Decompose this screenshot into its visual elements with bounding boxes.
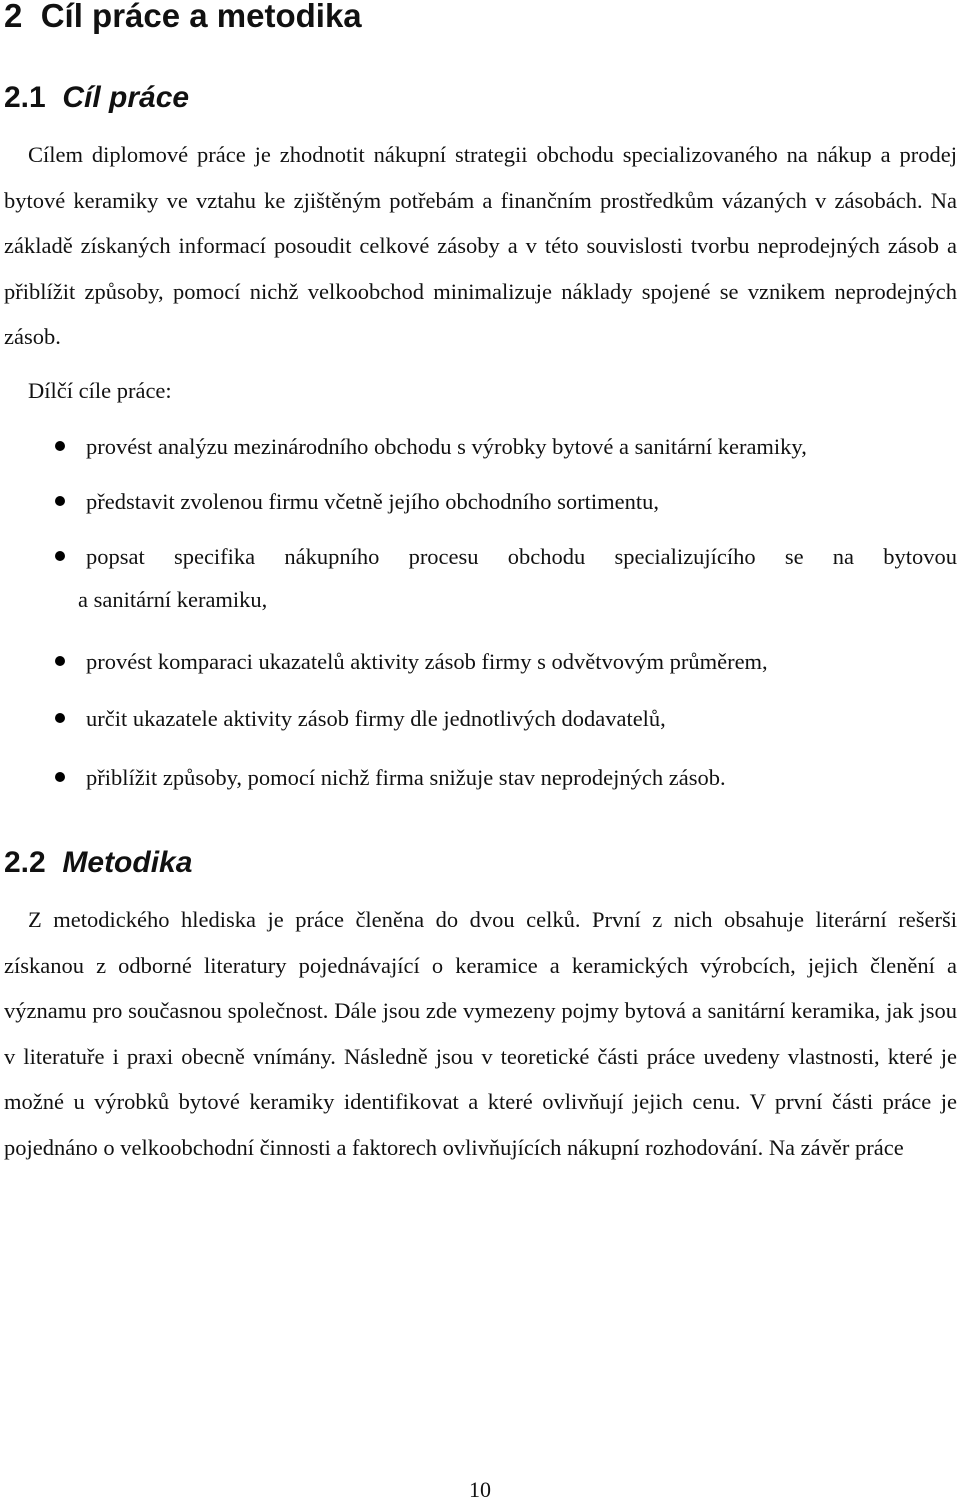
list-item-text: přiblížit způsoby, pomocí nichž firma snižuje stav neprodejných zásob.	[86, 765, 726, 790]
chapter-title: Cíl práce a metodika	[40, 0, 362, 34]
method-paragraph	[4, 897, 957, 1170]
bullet-dot-icon	[55, 713, 65, 723]
section-number: 2.2	[4, 846, 46, 879]
list-item	[86, 425, 957, 468]
chapter-number: 2	[4, 0, 23, 34]
section-title: Metodika	[62, 846, 193, 879]
list-item-text: představit zvolenou firmu včetně jejího obchodního sortimentu,	[86, 489, 659, 514]
section-heading-goal	[4, 78, 189, 118]
page-number: 10	[469, 1477, 491, 1502]
section-number: 2.1	[4, 81, 46, 114]
list-item-text: určit ukazatele aktivity zásob firmy dle jednotlivých dodavatelů,	[86, 706, 666, 731]
list-item	[86, 697, 957, 740]
method-paragraph-text: Z metodického hlediska je práce členěna do dvou celků. První z nich obsahuje literární rešerši získanou z odborné literatury pojednávající o keramice a keramických výrobcích, jejich členění a významu pro současnou společnost. Dále jsou zde vymezeny pojmy bytová a sanitární keramika, jak jsou v literatuře i praxi obecně vnímány. Následně jsou v teoretické části práce uvedeny vlastnosti, které je možné u výrobků bytové keramiky identifikovat a které ovlivňují jejich cenu. V první části práce je pojednáno o velkoobchodní činnosti a faktorech ovlivňujících nákupní rozhodování. Na závěr práce	[4, 907, 957, 1160]
list-item	[78, 535, 957, 621]
section-title: Cíl práce	[62, 81, 190, 114]
list-item	[86, 640, 957, 683]
list-item-text: provést analýzu mezinárodního obchodu s výrobky bytové a sanitární keramiky,	[86, 434, 807, 459]
list-item	[86, 756, 957, 799]
bullet-dot-icon	[55, 551, 65, 561]
list-item	[86, 480, 957, 523]
bullet-dot-icon	[55, 441, 65, 451]
goal-paragraph-text: Cílem diplomové práce je zhodnotit nákupní strategii obchodu specializovaného na nákup a prodej bytové keramiky ve vztahu ke zjištěným potřebám a finančním prostředkům vázaných v zásobách. Na základě získaných informací posoudit celkové zásoby a v této souvislosti tvorbu neprodejných zásob a přiblížit způsoby, pomocí nichž velkoobchod minimalizuje náklady spojené se vznikem neprodejných zásob.	[4, 142, 957, 349]
list-item-text: popsat specifika nákupního procesu obchodu specializujícího se na bytovou	[86, 544, 957, 569]
bullet-dot-icon	[55, 772, 65, 782]
section-heading-method	[4, 843, 192, 883]
sub-goals-label: Dílčí cíle práce:	[28, 378, 172, 403]
bullet-dot-icon	[55, 496, 65, 506]
chapter-heading	[4, 0, 362, 38]
bullet-dot-icon	[55, 656, 65, 666]
list-item-text: provést komparaci ukazatelů aktivity zásob firmy s odvětvovým průměrem,	[86, 649, 768, 674]
goal-paragraph	[4, 132, 957, 360]
list-item-continuation: a sanitární keramiku,	[78, 587, 268, 612]
